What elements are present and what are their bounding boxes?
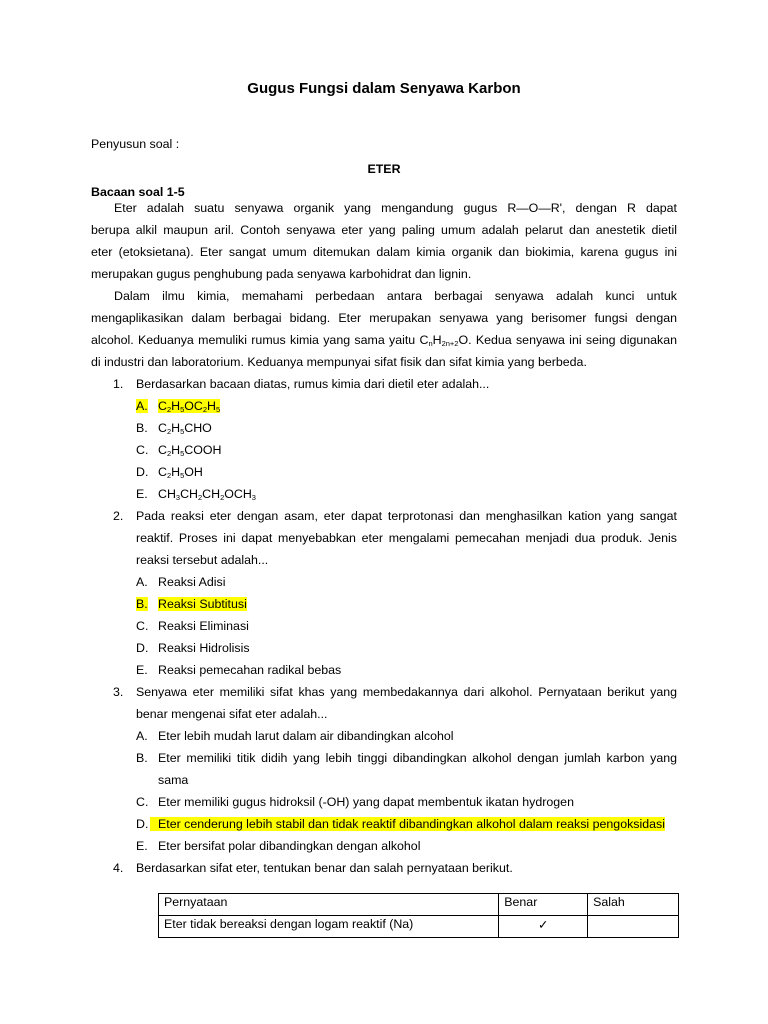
- question-3-line2: benar mengenai sifat eter adalah...: [136, 707, 328, 721]
- table-row: [159, 916, 679, 938]
- table-header-benar: Benar: [499, 894, 588, 916]
- q1-option-b[interactable]: $C_2H_5CHO$: [158, 421, 212, 436]
- q1-option-c-letter: C.: [136, 443, 149, 457]
- q3-option-c-letter: C.: [136, 795, 149, 809]
- q1-option-a-letter: A.: [136, 399, 148, 413]
- q1-option-d[interactable]: $C_2H_5OH$: [158, 465, 203, 480]
- section-title: ETER: [367, 162, 401, 176]
- q1-option-e-letter: E.: [136, 487, 148, 501]
- reading-p1-line2: berupa alkil maupun aril. Contoh senyawa eter yang paling umum adalah pelarut dan anestetik dietil: [91, 223, 677, 237]
- q3-option-a[interactable]: Eter lebih mudah larut dalam air dibandingkan alcohol: [158, 729, 454, 743]
- q2-option-b-letter: B.: [136, 597, 148, 611]
- q1-option-b-letter: B.: [136, 421, 148, 435]
- q2-option-c[interactable]: Reaksi Eliminasi: [158, 619, 249, 633]
- q2-option-d[interactable]: Reaksi Hidrolisis: [158, 641, 250, 655]
- q3-option-e-letter: E.: [136, 839, 148, 853]
- q1-option-c[interactable]: $C_2H_5COOH$: [158, 443, 222, 458]
- reading-title: Bacaan soal 1-5: [91, 185, 185, 199]
- q3-option-b-line2: sama: [158, 773, 189, 787]
- q2-option-a[interactable]: Reaksi Adisi: [158, 575, 226, 589]
- question-1-text: Berdasarkan bacaan diatas, rumus kimia dari dietil eter adalah...: [136, 377, 490, 391]
- table-header-statement: Pernyataan: [159, 894, 499, 916]
- author-label: Penyusun soal :: [91, 137, 180, 151]
- question-3-line1: Senyawa eter memiliki sifat khas yang membedakannya dari alkohol. Pernyataan berikut yang: [136, 685, 677, 699]
- question-4-number: 4.: [113, 861, 124, 875]
- reading-p1-line1: Eter adalah suatu senyawa organik yang mengandung gugus R—O—R', dengan R dapat: [114, 201, 677, 215]
- q3-option-a-letter: A.: [136, 729, 148, 743]
- question-2-number: 2.: [113, 509, 124, 523]
- q2-option-d-letter: D.: [136, 641, 149, 655]
- table-cell-statement: Eter tidak bereaksi dengan logam reaktif (Na): [159, 916, 499, 938]
- q2-option-c-letter: C.: [136, 619, 149, 633]
- q2-option-e[interactable]: Reaksi pemecahan radikal bebas: [158, 663, 342, 677]
- table-cell-benar[interactable]: [499, 916, 588, 938]
- reading-p2-line4: di industri dan laboratorium. Keduanya mempunyai sifat fisik dan sifat kimia yang berbeda.: [91, 355, 587, 369]
- q3-option-b-letter: B.: [136, 751, 148, 765]
- q1-option-d-letter: D.: [136, 465, 149, 479]
- q1-option-a[interactable]: $C_2H_5OC_2H_5$: [158, 399, 221, 414]
- question-1-number: 1.: [113, 377, 124, 391]
- q2-option-a-letter: A.: [136, 575, 148, 589]
- table-cell-salah[interactable]: [588, 916, 679, 938]
- table-header-salah: Salah: [588, 894, 679, 916]
- q2-option-b[interactable]: Reaksi Subtitusi: [158, 597, 247, 611]
- q2-option-e-letter: E.: [136, 663, 148, 677]
- reading-p2-line3: alcohol. Keduanya memuliki rumus kimia yang sama yaitu $C_nH_{2n+2}O$. Kedua senyawa ini seing digunakan: [91, 333, 677, 348]
- reading-p1-line3: eter (etoksietana). Eter sangat umum ditemukan dalam kimia organik dan biokimia, karena gugus ini: [91, 245, 677, 259]
- q3-option-b[interactable]: Eter memiliki titik didih yang lebih tinggi dibandingkan alkohol dengan jumlah karbon yang: [158, 751, 677, 765]
- q3-option-d-letter: D.: [136, 817, 149, 831]
- q3-option-e[interactable]: Eter bersifat polar dibandingkan dengan alkohol: [158, 839, 421, 853]
- q3-option-c[interactable]: Eter memiliki gugus hidroksil (-OH) yang dapat membentuk ikatan hydrogen: [158, 795, 574, 809]
- question-2-line1: Pada reaksi eter dengan asam, eter dapat terprotonasi dan menghasilkan kation yang sangat: [136, 509, 677, 523]
- page-title: Gugus Fungsi dalam Senyawa Karbon: [247, 80, 521, 97]
- q3-option-d[interactable]: Eter cenderung lebih stabil dan tidak reaktif dibandingkan alkohol dalam reaksi pengoksidasi: [150, 817, 665, 831]
- reading-p2-line2: mengaplikasikan dalam berbagai bidang. Eter merupakan senyawa yang berisomer fungsi dengan: [91, 311, 677, 325]
- table-header-row: [159, 894, 679, 916]
- statement-table: [158, 893, 679, 938]
- reading-p1-line4: merupakan gugus penghubung pada senyawa karbohidrat dan lignin.: [91, 267, 472, 281]
- question-2-line3: reaksi tersebut adalah...: [136, 553, 269, 567]
- checkmark-icon: ✓: [537, 918, 549, 932]
- reading-p2-line1: Dalam ilmu kimia, memahami perbedaan antara berbagai senyawa adalah kunci untuk: [114, 289, 677, 303]
- question-3-number: 3.: [113, 685, 124, 699]
- question-4-text: Berdasarkan sifat eter, tentukan benar dan salah pernyataan berikut.: [136, 861, 513, 875]
- q1-option-e[interactable]: $CH_3CH_2CH_2OCH_3$: [158, 487, 256, 502]
- question-2-line2: reaktif. Proses ini dapat menyebabkan eter mengalami pemecahan menjadi dua produk. Jenis: [136, 531, 677, 545]
